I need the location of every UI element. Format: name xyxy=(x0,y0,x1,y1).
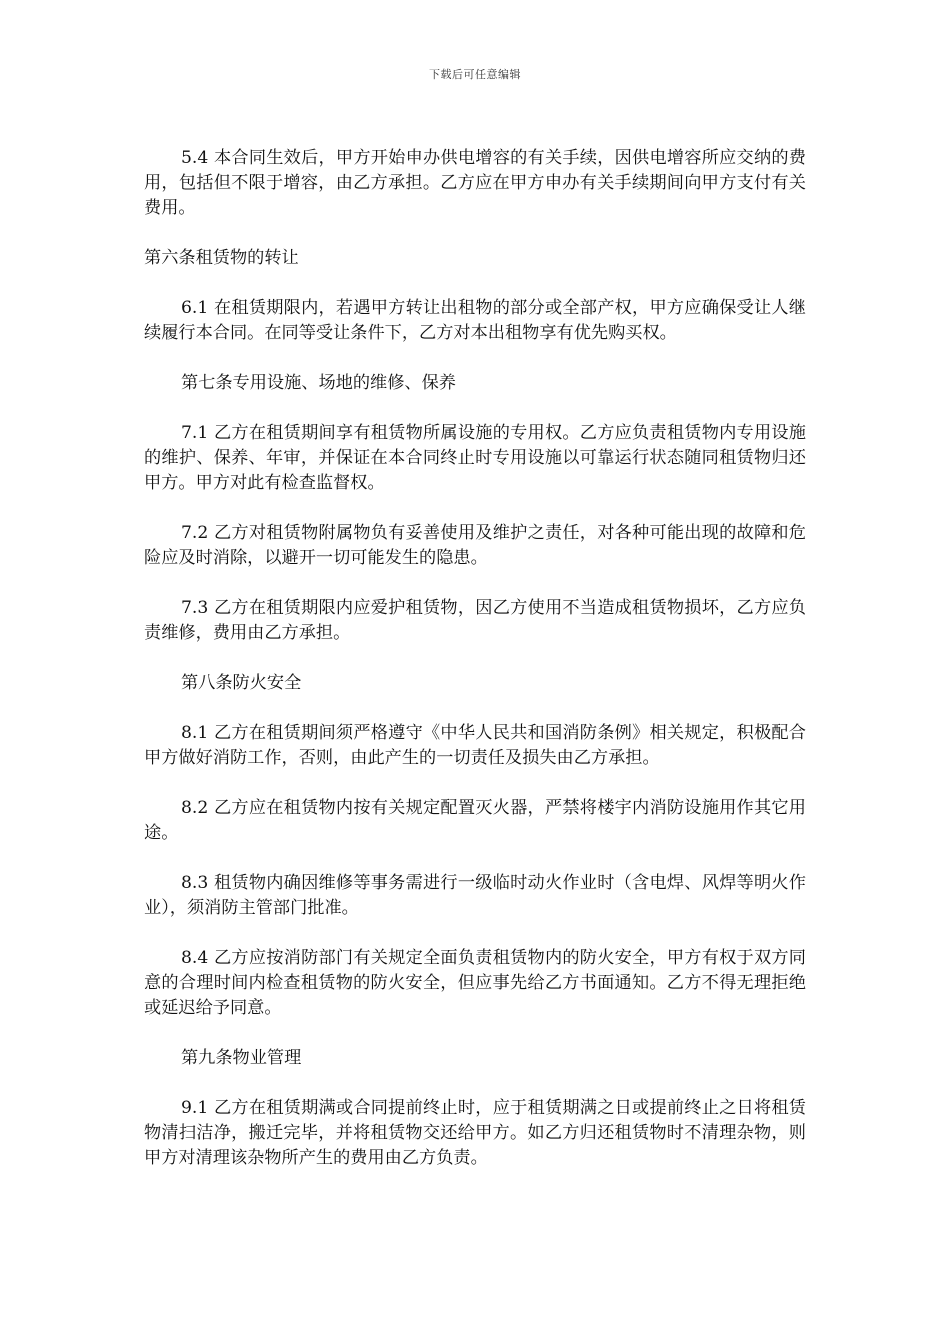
heading-article-8: 第八条防火安全 xyxy=(180,673,302,693)
heading-article-7: 第七条专用设施、场地的维修、保养 xyxy=(180,373,456,393)
paragraph-8-1: 8.1 乙方在租赁期间须严格遵守《中华人民共和国消防条例》相关规定，积极配合甲方做好消防工作，否则，由此产生的一切责任及损失由乙方承担。 xyxy=(144,723,806,768)
paragraph-8-3: 8.3 租赁物内确因维修等事务需进行一级临时动火作业时（含电焊、风焊等明火作业），须消防主管部门批准。 xyxy=(144,873,806,918)
document-body xyxy=(144,146,806,1196)
heading-article-9: 第九条物业管理 xyxy=(180,1048,302,1068)
page-header: 下载后可任意编辑 xyxy=(429,68,521,81)
paragraph-7-3: 7.3 乙方在租赁期限内应爱护租赁物，因乙方使用不当造成租赁物损坏，乙方应负责维修，费用由乙方承担。 xyxy=(144,598,806,643)
paragraph-8-4: 8.4 乙方应按消防部门有关规定全面负责租赁物内的防火安全，甲方有权于双方同意的合理时间内检查租赁物的防火安全，但应事先给乙方书面通知。乙方不得无理拒绝或延迟给予同意。 xyxy=(144,948,806,1018)
paragraph-8-2: 8.2 乙方应在租赁物内按有关规定配置灭火器，严禁将楼宇内消防设施用作其它用途。 xyxy=(144,798,806,843)
paragraph-5-4: 5.4 本合同生效后，甲方开始申办供电增容的有关手续，因供电增容所应交纳的费用，包括但不限于增容，由乙方承担。乙方应在甲方申办有关手续期间向甲方支付有关费用。 xyxy=(144,148,806,218)
paragraph-7-2: 7.2 乙方对租赁物附属物负有妥善使用及维护之责任，对各种可能出现的故障和危险应及时消除，以避开一切可能发生的隐患。 xyxy=(144,523,806,568)
paragraph-7-1: 7.1 乙方在租赁期间享有租赁物所属设施的专用权。乙方应负责租赁物内专用设施的维护、保养、年审，并保证在本合同终止时专用设施以可靠运行状态随同租赁物归还甲方。甲方对此有检查监督权。 xyxy=(144,423,806,493)
paragraph-6-1: 6.1 在租赁期限内，若遇甲方转让出租物的部分或全部产权，甲方应确保受让人继续履行本合同。在同等受让条件下，乙方对本出租物享有优先购买权。 xyxy=(144,298,806,343)
heading-article-6: 第六条租赁物的转让 xyxy=(144,248,299,268)
paragraph-9-1: 9.1 乙方在租赁期满或合同提前终止时，应于租赁期满之日或提前终止之日将租赁物清扫洁净，搬迁完毕，并将租赁物交还给甲方。如乙方归还租赁物时不清理杂物，则甲方对清理该杂物所产生的费用由乙方负责。 xyxy=(144,1098,806,1168)
